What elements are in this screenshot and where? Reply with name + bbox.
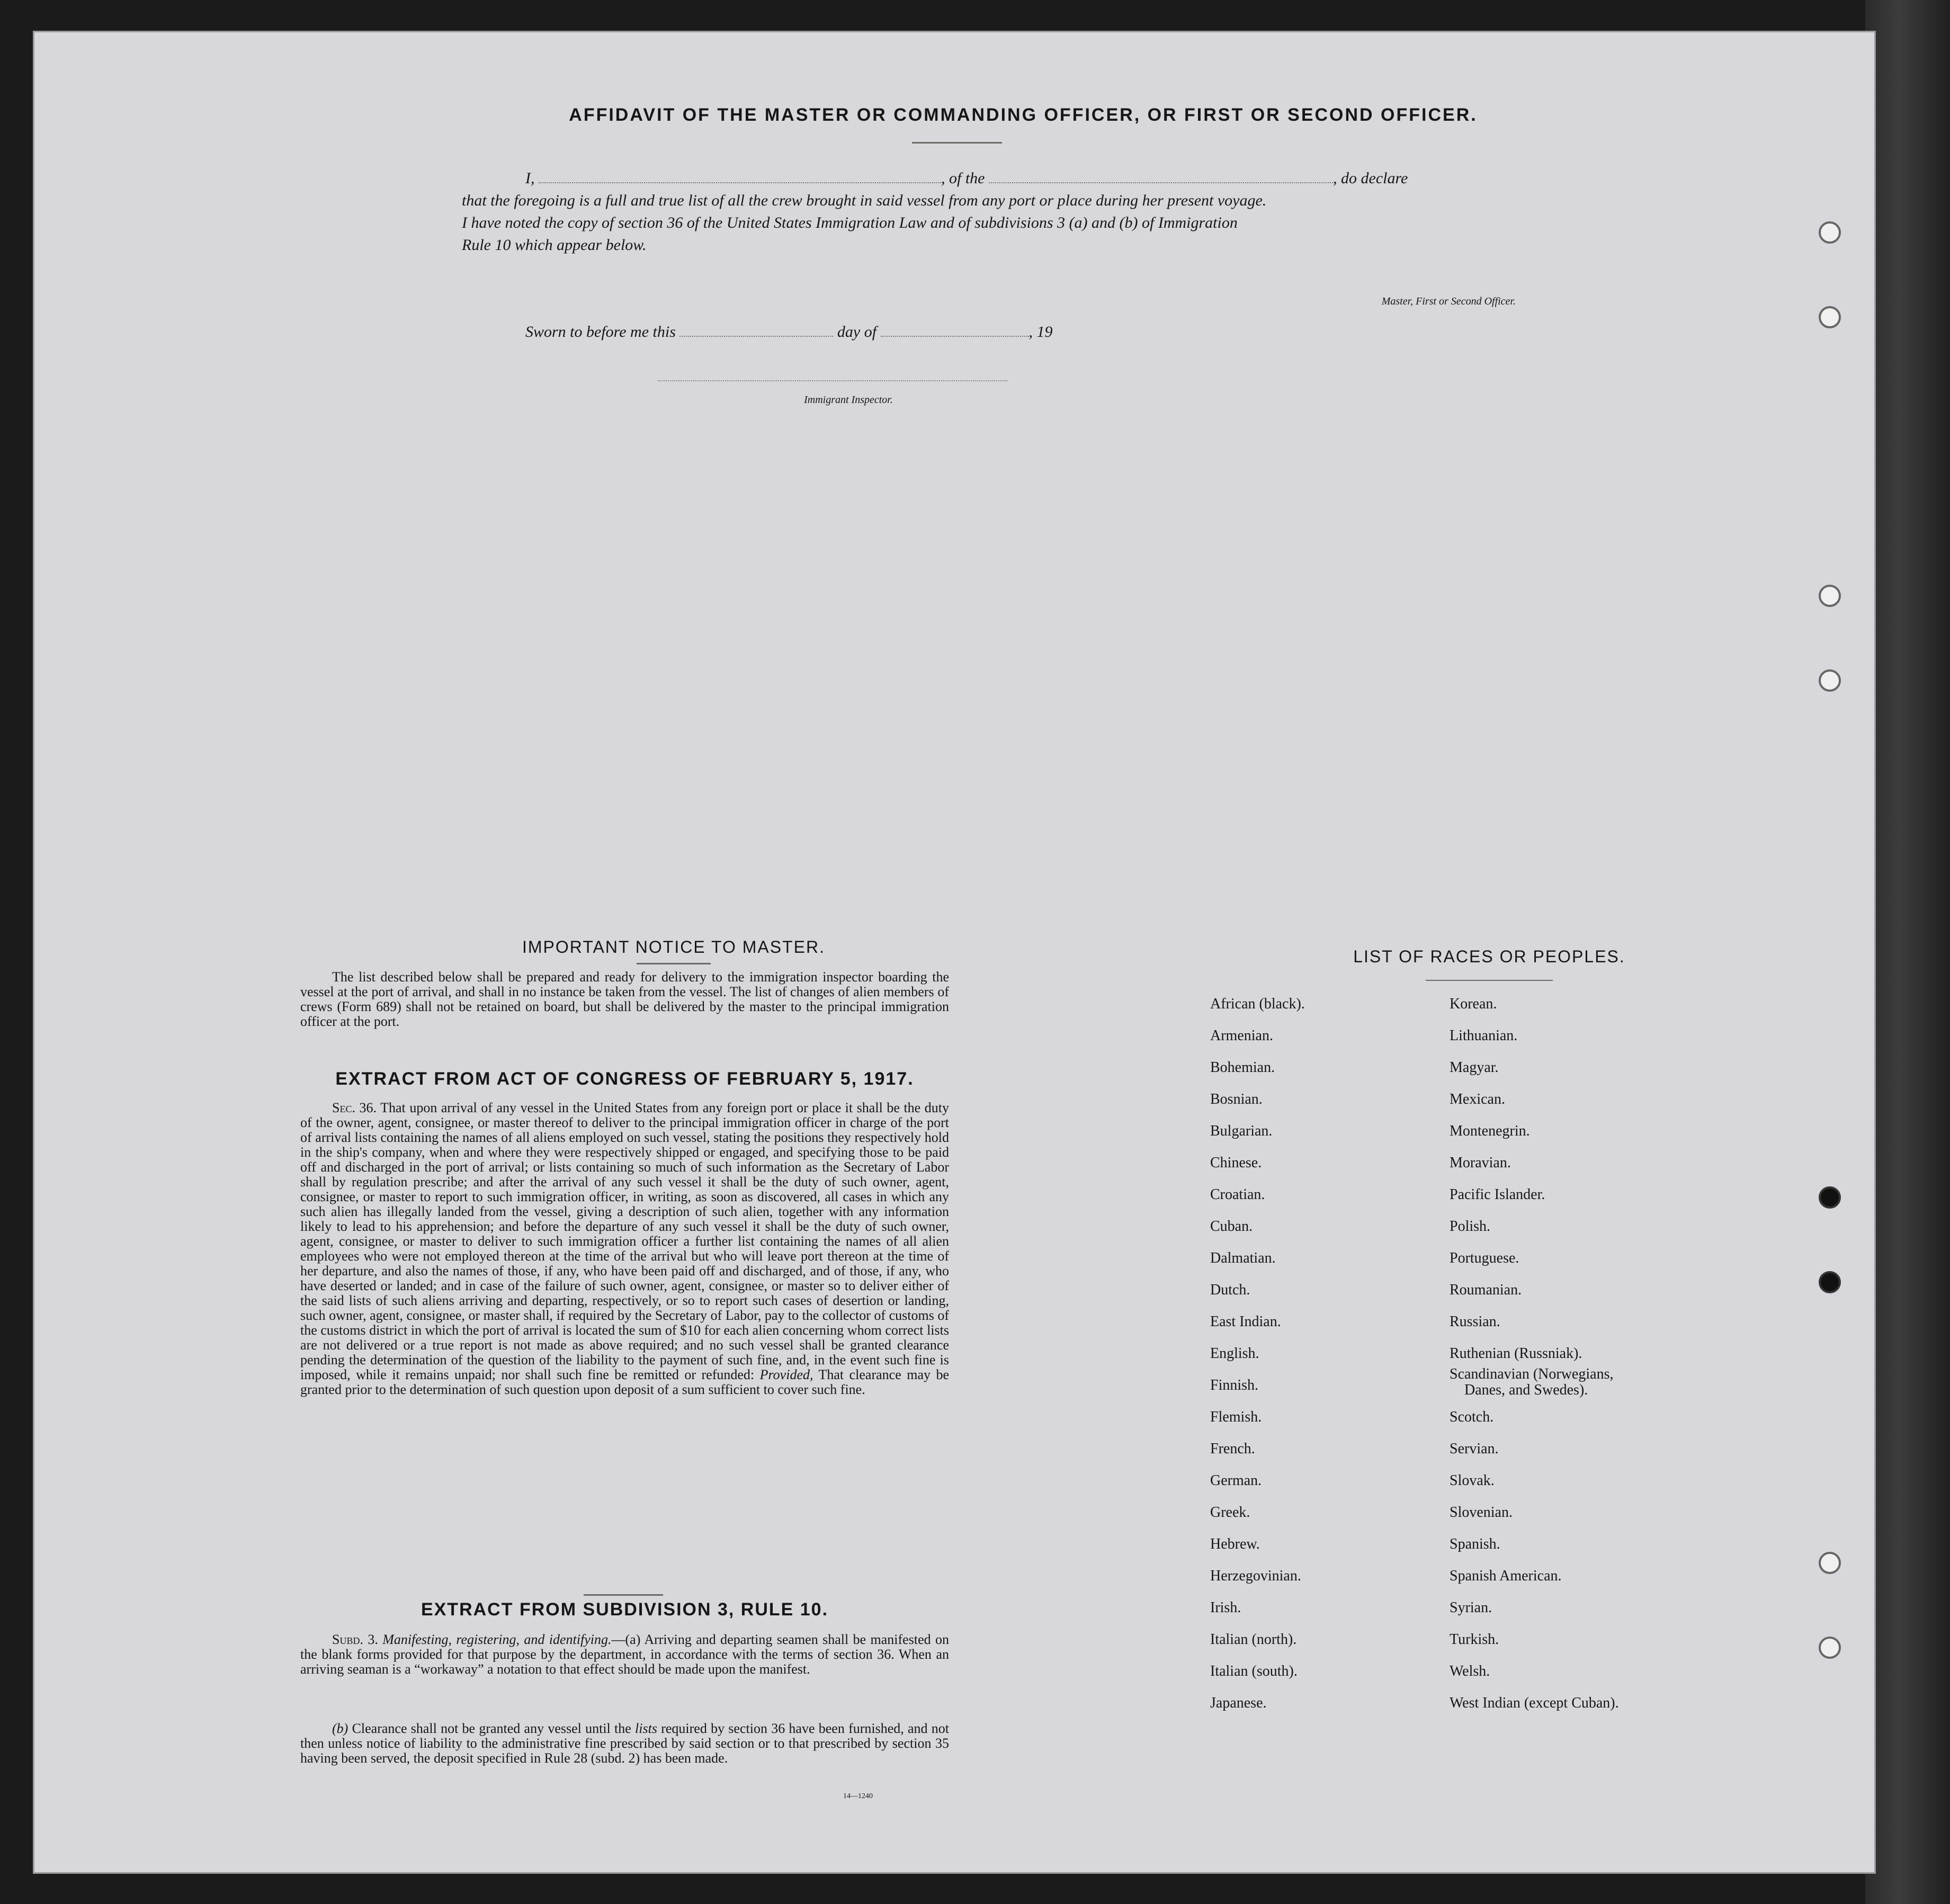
race-item: Lithuanian. [1450,1027,1518,1044]
para-b-label: (b) [332,1721,348,1736]
subd-3-heading: Manifesting, registering, and identifying. [382,1632,612,1647]
subd-3-para-b [300,1721,949,1766]
race-item: Dutch. [1210,1282,1250,1298]
race-item: Italian (south). [1210,1663,1298,1679]
race-item: Slovenian. [1450,1504,1513,1521]
extract-act-body [300,1101,949,1397]
affidavit-title: AFFIDAVIT OF THE MASTER OR COMMANDING OFFICER, OR FIRST OR SECOND OFFICER. [569,105,1478,125]
subd-3-para-a [300,1632,949,1677]
race-item: Servian. [1450,1441,1499,1457]
race-item: Italian (north). [1210,1631,1297,1648]
subd-3-a-text: —(a) Arriving and departing seamen shall be manifested on the blank forms provided for that purpose by the department, in accordance with the terms of section 36. When an arriving seaman is a “workaway” a notation to that effect should be made upon the manifest. [300,1632,949,1677]
binder-hole-icon [1819,1552,1841,1574]
para-b-text-1: Clearance shall not be granted any vessel until the [352,1721,631,1736]
provided-word: Provided, [759,1367,813,1382]
race-item: Roumanian. [1450,1282,1522,1298]
sworn-line [525,323,1214,341]
sec-36-text-end: That clearance may be granted prior to the determination of such question upon deposit of a sum sufficient to cover such fine. [300,1367,950,1397]
race-item: Syrian. [1450,1599,1492,1616]
race-item: Mexican. [1450,1091,1505,1107]
sworn-prefix: Sworn to before me this [525,323,676,341]
subd-3-label: Subd. 3. [332,1632,378,1647]
race-item: Bohemian. [1210,1059,1275,1076]
race-item: Armenian. [1210,1027,1273,1044]
sworn-year: , 19 [1028,323,1053,341]
form-number: 14—1240 [843,1792,873,1800]
race-item: German. [1210,1472,1262,1489]
race-item: English. [1210,1345,1259,1362]
affidavit-of-the: , of the [941,169,985,187]
race-item: Greek. [1210,1504,1250,1521]
binder-hole-icon [1819,669,1841,692]
binder-hole-icon [1819,1186,1841,1209]
page-edge-background [1865,0,1950,1904]
sworn-day-of: day of [837,323,877,341]
master-signature-caption: Master, First or Second Officer. [1381,296,1516,307]
binder-hole-icon [1819,221,1841,244]
race-item: Herzegovinian. [1210,1568,1301,1584]
race-item: Japanese. [1210,1695,1267,1711]
race-item: Dalmatian. [1210,1250,1276,1266]
inspector-caption: Immigrant Inspector. [804,394,893,406]
race-item: Welsh. [1450,1663,1490,1679]
vessel-blank[interactable] [989,182,1333,183]
race-item: Slovak. [1450,1472,1495,1489]
affidavit-line-3: I have noted the copy of section 36 of the United States Immigration Law and of subdivisions 3 (a) and (b) of Immigration [462,214,1238,231]
document-page [33,31,1876,1874]
race-item: West Indian (except Cuban). [1450,1695,1619,1711]
race-item: Spanish American. [1450,1568,1562,1584]
race-item: Flemish. [1210,1409,1262,1425]
race-item: Hebrew. [1210,1536,1260,1552]
race-item: Moravian. [1450,1155,1511,1171]
sworn-month-blank[interactable] [881,336,1029,337]
extract-rule-title: EXTRACT FROM SUBDIVISION 3, RULE 10. [421,1599,829,1620]
sworn-date-blank[interactable] [679,336,833,337]
races-divider [1426,980,1553,981]
race-item: Finnish. [1210,1377,1259,1393]
race-item: Irish. [1210,1599,1241,1616]
race-item: Magyar. [1450,1059,1499,1076]
race-item: Bosnian. [1210,1091,1263,1107]
race-item: Korean. [1450,996,1497,1012]
race-item: Portuguese. [1450,1250,1519,1266]
race-item: Russian. [1450,1313,1500,1330]
affidavit-line-1 [462,169,1526,187]
binder-hole-icon [1819,1271,1841,1293]
race-item: French. [1210,1441,1255,1457]
race-item: African (black). [1210,996,1305,1012]
notice-divider [637,963,711,964]
extract-act-title: EXTRACT FROM ACT OF CONGRESS OF FEBRUARY 5, 1917. [335,1069,914,1089]
race-item: Montenegrin. [1450,1123,1530,1139]
name-blank[interactable] [539,182,941,183]
binder-hole-icon [1819,1637,1841,1659]
race-item: Cuban. [1210,1218,1253,1235]
race-item: Ruthenian (Russniak). [1450,1345,1582,1362]
affidavit-i: I, [525,169,535,187]
binder-hole-icon [1819,585,1841,607]
race-item: Polish. [1450,1218,1491,1235]
notice-body: The list described below shall be prepared and ready for delivery to the immigration inspector boarding the vessel at the port of arrival, and shall in no instance be taken from the vessel. The list of changes of alien members of crews (Form 689) shall not be retained on board, but shall be delivered by the master to the principal immigration officer at the port. [300,969,949,1029]
race-item: Turkish. [1450,1631,1499,1648]
notice-title: IMPORTANT NOTICE TO MASTER. [522,937,825,957]
para-b-text-2: required by section 36 have been furnished, and not then unless notice of liability to the administrative fine prescribed by said section or to that prescribed by section 35 having been served, the deposit specified in Rule 28 (subd. 2) has been made. [300,1721,950,1766]
race-item: Spanish. [1450,1536,1500,1552]
race-item: Pacific Islander. [1450,1186,1545,1203]
race-item: Scandinavian (Norwegians, Danes, and Swedes). [1450,1366,1614,1398]
title-divider [912,142,1002,144]
affidavit-line-4: Rule 10 which appear below. [462,236,647,254]
binder-hole-icon [1819,306,1841,328]
races-title: LIST OF RACES OR PEOPLES. [1353,947,1625,966]
race-item: Bulgarian. [1210,1123,1273,1139]
race-item: Croatian. [1210,1186,1265,1203]
affidavit-declare: , do declare [1333,169,1408,187]
affidavit-line-2: that the foregoing is a full and true list of all the crew brought in said vessel from any port or place during her present voyage. [462,192,1267,209]
race-item: East Indian. [1210,1313,1281,1330]
para-b-lists: lists [635,1721,657,1736]
inspector-signature-line[interactable] [658,380,1007,381]
sec-36-label: Sec. 36. [332,1100,377,1115]
extract-divider [584,1594,663,1596]
race-item: Chinese. [1210,1155,1262,1171]
race-item: Scotch. [1450,1409,1494,1425]
sec-36-text: That upon arrival of any vessel in the United States from any foreign port or place it shall be the duty of the owner, agent, consignee, or master thereof to deliver to the principal immigration officer in charge of the port of arrival lists containing the names of all aliens employed on such vessel, stating the positions they respectively hold in the ship's company, when and where they were respectively shipped or engaged, and specifying those to be paid off and discharged in the port of arrival; or lists containing so much of such information as the Secretary of Labor shall by regulation prescribe; and after the arrival of any such vessel it shall be the duty of such owner, agent, consignee, or master to report to such immigration officer, in writing, as soon as discovered, all cases in which any such alien has illegally landed from the vessel, giving a description of such alien, together with any information likely to lead to his apprehension; and before the departure of any such vessel it shall be the duty of such owner, agent, consignee, or master to deliver to such immigration officer a further list containing the names of all alien employees who were not employed thereon at the time of the arrival but who will leave port thereon at the time of her departure, and also the names of those, if any, who have been paid off and discharged, and of those, if any, who have deserted or landed; and in case of the failure of such owner, agent, consignee, or master so to deliver either of the said lists of such aliens arriving and departing, respectively, or so to report such cases of desertion or landing, such owner, agent, consignee, or master shall, if required by the Secretary of Labor, pay to the collector of customs of the customs district in which the port of arrival is located the sum of $10 for each alien concerning whom correct lists are not delivered or a true report is not made as above required; and no such vessel shall be granted clearance pending the determination of the question of the liability to the payment of such fine, and, in the event such fine is imposed, while it remains unpaid; nor shall such fine be remitted or refunded: [300,1100,949,1382]
